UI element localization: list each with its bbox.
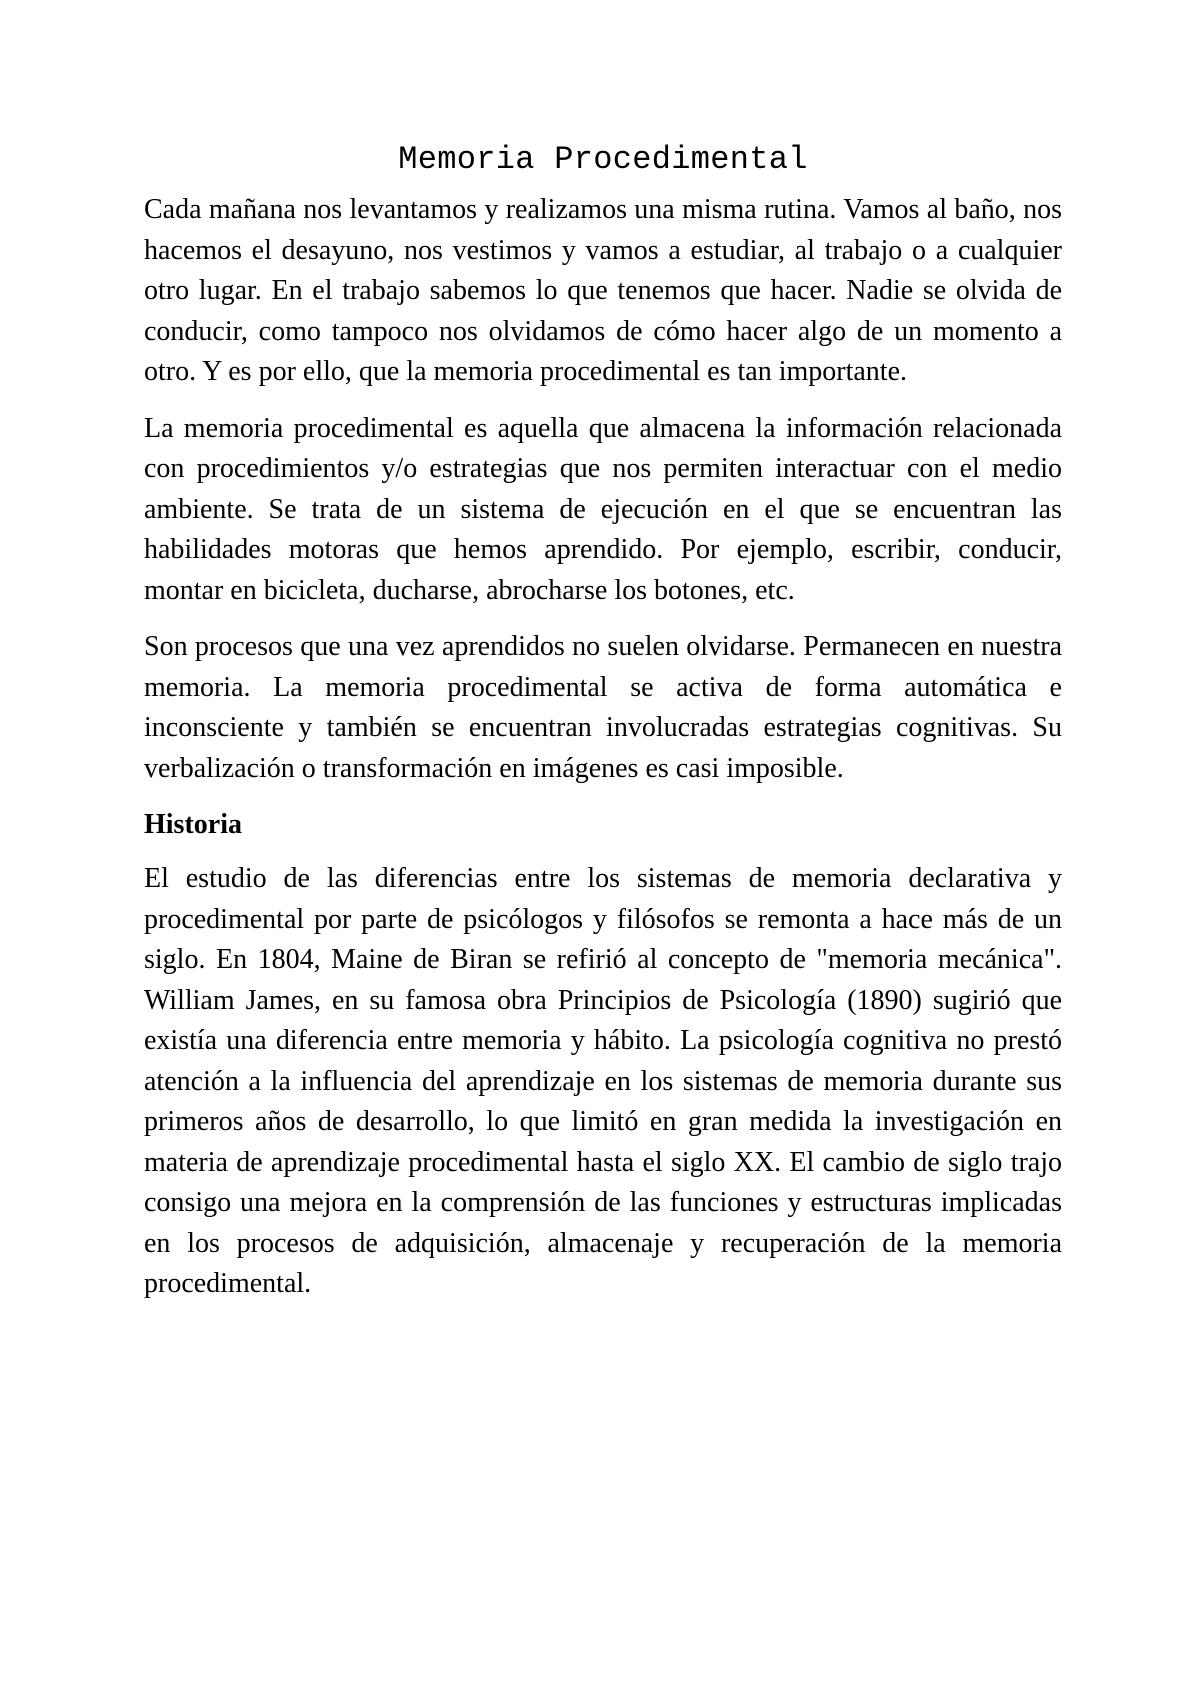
paragraph-history-1: El estudio de las diferencias entre los sistemas de memoria declarativa y procedimental por parte de psicólogos y filósofos se remonta a hace más de un siglo. En 1804, Maine de Biran se refirió al concepto de "memoria mecánica". William James, en su famosa obra Principios de Psicología (1890) sugirió que existía una diferencia entre memoria y hábito. La psicología cognitiva no prestó atención a la influencia del aprendizaje en los sistemas de memoria durante sus primeros años de desarrollo, lo que limitó en gran medida la investigación en materia de aprendizaje procedimental hasta el siglo XX. El cambio de siglo trajo consigo una mejora en la comprensión de las funciones y estructuras implicadas en los procesos de adquisición, almacenaje y recuperación de la memoria procedimental. bbox=[144, 863, 1062, 1299]
document-title: Memoria Procedimental bbox=[398, 141, 808, 178]
document-page bbox=[144, 140, 1062, 1321]
paragraph-intro-1: Cada mañana nos levantamos y realizamos una misma rutina. Vamos al baño, nos hacemos el desayuno, nos vestimos y vamos a estudiar, al trabajo o a cualquier otro lugar. En el trabajo sabemos lo que tenemos que hacer. Nadie se olvida de conducir, como tampoco nos olvidamos de cómo hacer algo de un momento a otro. Y es por ello, que la memoria procedimental es tan importante. bbox=[144, 194, 1062, 387]
paragraph-intro-3: Son procesos que una vez aprendidos no suelen olvidarse. Permanecen en nuestra memoria. La memoria procedimental se activa de forma automática e inconsciente y también se encuentran involucradas estrategias cognitivas. Su verbalización o transformación en imágenes es casi imposible. bbox=[144, 631, 1062, 784]
paragraph-intro-2: La memoria procedimental es aquella que almacena la información relacionada con procedimientos y/o estrategias que nos permiten interactuar con el medio ambiente. Se trata de un sistema de ejecución en el que se encuentran las habilidades motoras que hemos aprendido. Por ejemplo, escribir, conducir, montar en bicicleta, ducharse, abrocharse los botones, etc. bbox=[144, 412, 1062, 606]
section-heading-historia: Historia bbox=[144, 809, 242, 840]
